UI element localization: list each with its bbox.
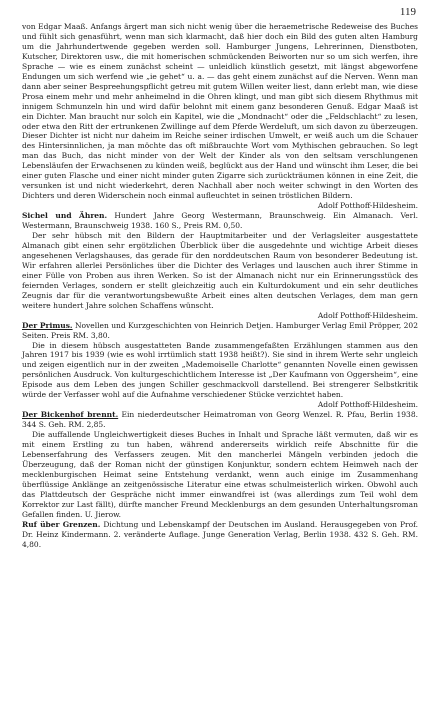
review-paragraph (22, 211, 418, 231)
review-entry (22, 520, 418, 550)
review-paragraph (22, 430, 418, 520)
reviewer-signature (22, 201, 418, 211)
review-list (22, 22, 418, 550)
book-title: Der Bickenhof brennt. (22, 410, 119, 420)
page-number: 119 (399, 6, 416, 18)
reviewer-signature (22, 400, 418, 410)
review-paragraph (22, 321, 418, 341)
review-paragraph (22, 410, 418, 430)
paragraph-text: Dichtung und Lebenskampf der Deutschen im Ausland. Herausgegeben von Prof. Dr. Heinz Kindermann. 2. veränderte Auflage. Junge Generation Verlag, Berlin 1938. 432 S. Geh. RM. 4,80. (22, 519, 419, 549)
signature-text: Adolf Potthoff-Hildesheim. (317, 310, 418, 320)
review-paragraph (22, 341, 418, 401)
review-entry (22, 410, 418, 519)
review-paragraph (22, 231, 418, 311)
book-title: Ruf über Grenzen. (22, 519, 101, 529)
book-title: Der Primus. (22, 320, 73, 330)
review-paragraph (22, 22, 418, 201)
paragraph-text: Hundert Jahre Georg Westermann, Braunschweig. Ein Almanach. Verl. Westermann, Braunschweig 1938. 160 S., Preis RM. 0,50. (22, 211, 418, 231)
review-entry (22, 211, 418, 320)
signature-text: Adolf Potthoff-Hildesheim. (317, 201, 418, 211)
paragraph-text: Der sehr hübsch mit den Bildern der Hauptmitarbeiter und der Verlagsleiter ausgestattete Almanach gibt einen sehr ergötzlichen Überblick über die ausgedehnte und wichtige Arbeit dieses angesehenen Verlagshauses, das gerade für den norddeutschen Raum von besonderer Bedeutung ist. Wir erfahren allerlei Persönliches über die Dichter des Verlages und lauschen auch ihrer Stimme in einer Fülle von Proben aus ihren Werken. So ist der Almanach nicht nur ein Erinnerungsstück des feiernden Verlages, sondern er stellt gleichzeitig auch ein Kulturdokument und ein sehr deutliches Zeugnis dar für die verantwortungsbewußte Arbeit eines alten deutschen Verlages, dem man gern weitere hundert Jahre solchen Schaffens wünscht. (22, 231, 418, 310)
signature-text: Adolf Potthoff-Hildesheim. (317, 400, 418, 410)
paragraph-text: Ein niederdeutscher Heimatroman von Georg Wenzel. R. Pfau, Berlin 1938. 344 S. Geh. RM. 2,85. (22, 410, 418, 430)
paragraph-text: Die in diesem hübsch ausgestatteten Bande zusammengefaßten Erzählungen stammen aus den Jahren 1917 bis 1939 (wie es wohl irrtümlich statt 1938 heißt?). Sie sind in ihrem Werte sehr ungleich und zeigen eigentlich nur in der zweiten „Mademoiselle Charlotte“ genannten Novelle einen gewissen persönlichen Ausdruck. Von kulturgeschichtlichem Interesse ist „Der Kaufmann von Oggersheim“, eine Episode aus dem Leben des jungen Schiller geschmackvoll darstellend. Bei strengerer Selbstkritik würde der Verfasser wohl auf die Aufnahme verschiedener Stücke verzichtet haben. (22, 340, 418, 400)
book-title: Sichel und Ähren. (22, 211, 108, 221)
paragraph-text: Novellen und Kurzgeschichten von Heinrich Detjen. Hamburger Verlag Emil Pröpper, 202 Seiten. Preis RM. 3,80. (22, 320, 418, 340)
review-entry (22, 321, 418, 411)
paragraph-text: Die auffallende Ungleichwertigkeit dieses Buches in Inhalt und Sprache läßt vermuten, daß wir es mit einem Erstling zu tun haben, während andererseits wirklich reife Abschnitte für die Lebenserfahrung des Verfassers zeugen. Mit den mancherlei Mängeln verbinden jedoch die Überzeugung, daß der Roman nicht der günstigen Konjunktur, sondern echtem Heimweh nach der mecklenburgischen Heimat seine Entstehung verdankt, wenn auch einige im Zusammenhang überflüssige Anklänge an zeitgenössische Literatur eine etwas schulmeisterlich wirken. Obwohl auch das Plattdeutsch der Gespräche nicht immer einwandfrei ist (was allerdings zum Teil wohl dem Korrektor zur Last fällt), dürfte mancher Freund Mecklenburgs an dem gesunden Unterhaltungsroman Gefallen finden. U. Jierow. (22, 430, 418, 519)
review-paragraph (22, 520, 418, 550)
review-entry (22, 22, 418, 211)
paragraph-text: von Edgar Maaß. Anfangs ärgert man sich nicht wenig über die heraemetrische Redeweise des Buches und fühlt sich genasführt, wenn man sich klarmacht, daß hier doch ein Bild des guten alten Hamburg um die Jahrhundertwende gegeben werden soll. Hamburger Jungens, Lehrerinnen, Dienstboten, Kutscher, Direktoren usw., die mit homerischen schmückenden Beiworten nur so um sich werfen, ihre Sprache — wie es einem zunächst scheint — unleidlich künstlich gesetzt, mit längst abgeworfene Endungen um sich werfend wie „ie gehet“ u. a. — das geht einem zunächst auf die Nerven. Wenn man dann aber seiner Bespreehungspflicht getreu mit gutem Willen weiter liest, dann erlebt man, wie diese Prosa einem mehr und mehr anheimelnd in die Ohren klingt, und man gibt sich diesem Rhythmus mit innigem Schmunzeln hin und wird dafür belohnt mit einem ganz besonderen Genuß. Edgar Maaß ist ein Dichter. Man braucht nur solch ein Kapitel, wie die „Mondnacht“ oder die „Feldschlacht“ zu lesen, oder etwa den Ritt der ertrunkenen Zwillinge auf dem Pferde Werdeluft, um sich davon zu überzeugen. Dieser Dichter ist nicht nur daheim im Reiche seiner irdischen Umwelt, er weiß auch um die Schauer des Hintersinnlichen, ja man möchte das oft mißbrauchte Wort vom Mythischen gebrauchen. So legt man das Buch, das nicht minder von der Welt der Kinder als von den seltsam verschlungenen Lebensläufen der Erwachsenen zu künden weiß, beglückt aus der Hand und wünscht ihm Leser, die bei einer guten Flasche und einer nicht minder guten Zigarre sich zurückträumen können in eine Zeit, die versunken ist und nicht wiederkehrt, deren Nachhall aber noch weiter schwingt in den Worten des Dichters und deren Widerschein noch einmal aufleuchtet in seinen tröstlichen Bildern. (22, 22, 418, 201)
reviewer-signature (22, 311, 418, 321)
